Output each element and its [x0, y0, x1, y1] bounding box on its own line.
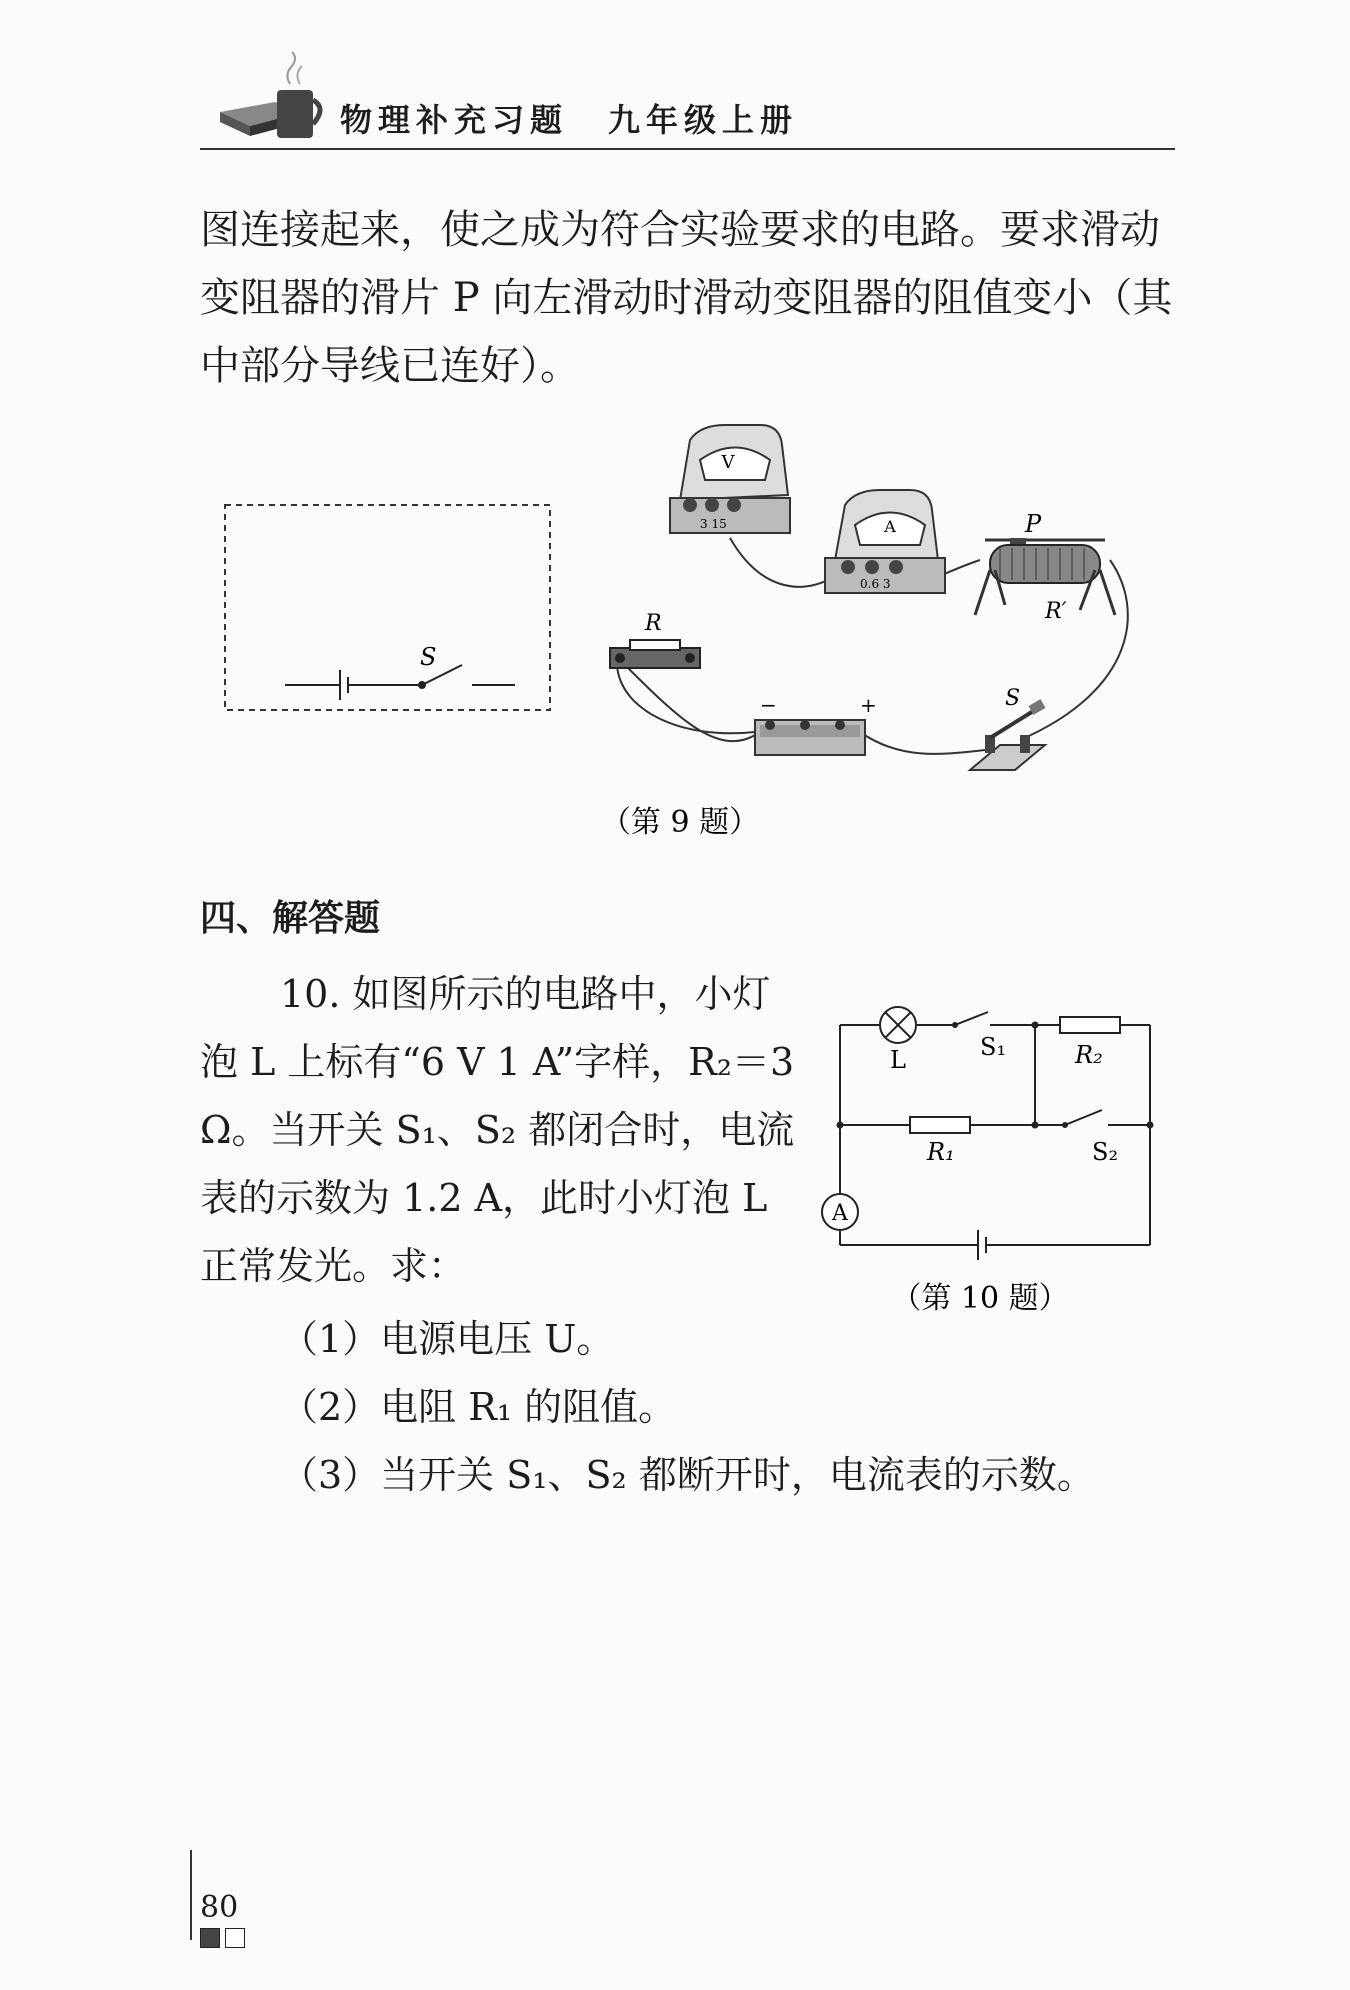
question-10-part-2: （2）电阻 R₁ 的阻值。 [280, 1385, 677, 1429]
section-title: 四、解答题 [200, 898, 381, 939]
r1-label: R₁ [927, 1138, 955, 1166]
figure-9-caption: （第 9 题） [600, 805, 760, 840]
r1-symbol [910, 1117, 970, 1133]
header-rule [200, 148, 1175, 150]
s2-label: S₂ [1092, 1138, 1119, 1166]
figure-9 [200, 420, 1180, 850]
r2-symbol [1060, 1017, 1120, 1033]
voltmeter-label: V [721, 452, 735, 473]
ammeter-symbol-label: A [832, 1201, 848, 1226]
question-10-part-1: （1）电源电压 U。 [280, 1317, 615, 1361]
battery-minus-label: − [760, 693, 777, 717]
rheostat-slider-label: P [1025, 510, 1042, 538]
answer-box [225, 505, 550, 710]
header-title [340, 95, 798, 141]
r2-label: R₂ [1075, 1041, 1103, 1069]
page-number-rule [190, 1850, 192, 1940]
battery-plus-label: + [860, 693, 877, 717]
resistor [610, 640, 700, 668]
lamp-label: L [890, 1046, 906, 1074]
header-cup-icon [215, 50, 330, 145]
lamp-symbol [880, 1007, 916, 1043]
knife-switch-label: S [1005, 686, 1021, 711]
voltmeter-scale: 3 15 [700, 517, 727, 531]
s1-label: S₁ [980, 1033, 1007, 1061]
question-10-body: 10. 如图所示的电路中，小灯泡 L 上标有“6 V 1 A”字样，R₂＝3 Ω。当开关 S₁、S₂ 都闭合时，电流表的示数为 1.2 A，此时小灯泡 L 正常发光。求： [200, 972, 795, 1288]
schematic-battery-switch [285, 665, 515, 700]
schematic-switch-label: S [420, 643, 437, 671]
figure-10 [810, 990, 1170, 1320]
intro-paragraph: 图连接起来，使之成为符合实验要求的电路。要求滑动变阻器的滑片 P 向左滑动时滑动变阻器的阻值变小（其中部分导线已连好）。 [200, 207, 1173, 389]
voltmeter [670, 425, 790, 533]
question-10-text [200, 960, 800, 1300]
ammeter-scale: 0.6 3 [860, 577, 891, 591]
rheostat-label: R′ [1045, 599, 1067, 624]
book-title: 物理补充习题 [340, 101, 569, 139]
question-10-part-3: （3）当开关 S₁、S₂ 都断开时，电流表的示数。 [280, 1453, 1095, 1497]
page-squares-icon [200, 1928, 245, 1952]
grade-label: 九年级上册 [608, 101, 799, 139]
page-number: 80 [200, 1890, 239, 1925]
battery [755, 720, 865, 755]
ammeter-label: A [884, 517, 896, 536]
resistor-label: R [645, 611, 662, 636]
figure-10-caption: （第 10 题） [891, 1281, 1069, 1316]
